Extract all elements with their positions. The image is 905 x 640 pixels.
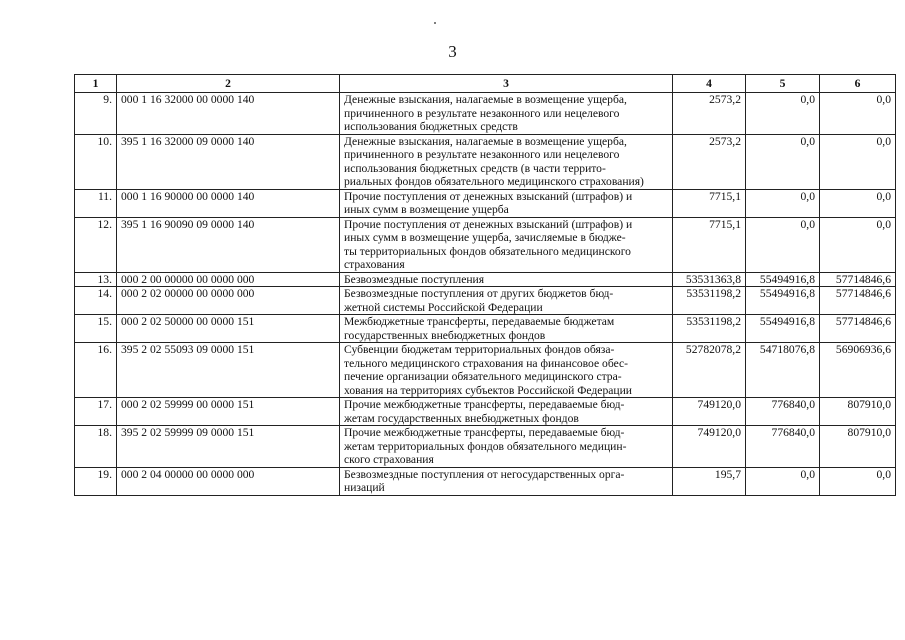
budget-code-cell: 000 1 16 90000 00 0000 140 — [117, 189, 340, 217]
description-line: печение организации обязательного медицинского стра- — [344, 370, 622, 383]
value-col5-cell: 0,0 — [746, 189, 820, 217]
budget-code-cell: 000 2 02 50000 00 0000 151 — [117, 315, 340, 343]
value-col4-cell: 53531198,2 — [673, 287, 746, 315]
value-col6-cell: 57714846,6 — [820, 272, 896, 287]
value-col5-cell: 0,0 — [746, 217, 820, 272]
budget-table — [74, 74, 896, 496]
value-col4-cell: 749120,0 — [673, 426, 746, 468]
description-line: использования бюджетных средств (в части террито- — [344, 161, 606, 175]
description-cell — [340, 287, 673, 315]
column-header: 3 — [340, 75, 673, 93]
row-number-cell: 13. — [75, 272, 117, 287]
value-col6-cell: 57714846,6 — [820, 287, 896, 315]
description-cell — [340, 272, 673, 287]
description-cell — [340, 93, 673, 135]
description-line: Прочие межбюджетные трансферты, передаваемые бюд- — [344, 398, 625, 411]
description-line: жетам государственных внебюджетных фондов — [344, 411, 579, 425]
table-header-row — [75, 75, 896, 93]
description-line: ского страхования — [344, 453, 434, 466]
column-header: 1 — [75, 75, 117, 93]
value-col4-cell: 53531363,8 — [673, 272, 746, 287]
value-col6-cell: 57714846,6 — [820, 315, 896, 343]
value-col5-cell: 776840,0 — [746, 426, 820, 468]
value-col4-cell: 52782078,2 — [673, 343, 746, 398]
table-row — [75, 398, 896, 426]
column-header: 5 — [746, 75, 820, 93]
value-col6-cell: 807910,0 — [820, 426, 896, 468]
value-col6-cell: 0,0 — [820, 217, 896, 272]
budget-code-cell: 000 2 02 00000 00 0000 000 — [117, 287, 340, 315]
budget-code-cell: 000 2 02 59999 00 0000 151 — [117, 398, 340, 426]
row-number-cell: 17. — [75, 398, 117, 426]
row-number-cell: 9. — [75, 93, 117, 135]
table-row — [75, 467, 896, 495]
value-col4-cell: 749120,0 — [673, 398, 746, 426]
budget-code-cell: 000 1 16 32000 00 0000 140 — [117, 93, 340, 135]
description-line: государственных внебюджетных фондов — [344, 328, 546, 342]
budget-code-cell: 000 2 00 00000 00 0000 000 — [117, 272, 340, 287]
description-line: Прочие межбюджетные трансферты, передаваемые бюд- — [344, 426, 625, 439]
value-col4-cell: 195,7 — [673, 467, 746, 495]
table-row — [75, 272, 896, 287]
description-line: Денежные взыскания, налагаемые в возмещение ущерба, — [344, 93, 627, 106]
description-cell — [340, 343, 673, 398]
value-col6-cell: 0,0 — [820, 467, 896, 495]
column-header: 4 — [673, 75, 746, 93]
value-col6-cell: 0,0 — [820, 134, 896, 189]
row-number-cell: 12. — [75, 217, 117, 272]
scan-speck — [434, 22, 436, 24]
description-cell — [340, 467, 673, 495]
value-col4-cell: 53531198,2 — [673, 315, 746, 343]
budget-code-cell: 395 1 16 90090 09 0000 140 — [117, 217, 340, 272]
budget-code-cell: 000 2 04 00000 00 0000 000 — [117, 467, 340, 495]
value-col5-cell: 55494916,8 — [746, 287, 820, 315]
value-col6-cell: 807910,0 — [820, 398, 896, 426]
value-col4-cell: 7715,1 — [673, 217, 746, 272]
description-line: использования бюджетных средств — [344, 120, 518, 133]
budget-code-cell: 395 1 16 32000 09 0000 140 — [117, 134, 340, 189]
description-line: тельного медицинского страхования на финансовое обес- — [344, 356, 629, 370]
description-cell — [340, 426, 673, 468]
value-col6-cell: 56906936,6 — [820, 343, 896, 398]
value-col5-cell: 55494916,8 — [746, 315, 820, 343]
description-cell — [340, 217, 673, 272]
value-col5-cell: 54718076,8 — [746, 343, 820, 398]
row-number-cell: 11. — [75, 189, 117, 217]
description-line: хования на территориях субъектов Российской Федерации — [344, 383, 632, 397]
value-col5-cell: 55494916,8 — [746, 272, 820, 287]
description-line: жетам территориальных фондов обязательного медицин- — [344, 439, 627, 453]
value-col5-cell: 0,0 — [746, 134, 820, 189]
budget-code-cell: 395 2 02 55093 09 0000 151 — [117, 343, 340, 398]
value-col4-cell: 2573,2 — [673, 134, 746, 189]
row-number-cell: 19. — [75, 467, 117, 495]
description-line: иных сумм в возмещение ущерба — [344, 203, 509, 216]
description-cell — [340, 398, 673, 426]
table-row — [75, 93, 896, 135]
description-cell — [340, 134, 673, 189]
table-row — [75, 343, 896, 398]
description-line: риальных фондов обязательного медицинского страхования) — [344, 175, 644, 188]
budget-code-cell: 395 2 02 59999 09 0000 151 — [117, 426, 340, 468]
table-row — [75, 315, 896, 343]
value-col4-cell: 2573,2 — [673, 93, 746, 135]
value-col6-cell: 0,0 — [820, 189, 896, 217]
description-line: причиненного в результате незаконного или нецелевого — [344, 106, 620, 120]
value-col4-cell: 7715,1 — [673, 189, 746, 217]
value-col5-cell: 0,0 — [746, 467, 820, 495]
table-body — [75, 93, 896, 496]
description-line: страхования — [344, 258, 405, 271]
row-number-cell: 18. — [75, 426, 117, 468]
description-line: Прочие поступления от денежных взысканий (штрафов) и — [344, 189, 633, 203]
description-line: Межбюджетные трансферты, передаваемые бюджетам — [344, 315, 615, 328]
description-line: Денежные взыскания, налагаемые в возмещение ущерба, — [344, 134, 627, 148]
description-line: Безвозмездные поступления от негосударственных орга- — [344, 467, 625, 481]
column-header: 2 — [117, 75, 340, 93]
description-line: ты территориальных фондов обязательного медицинского — [344, 244, 631, 258]
description-line: Субвенции бюджетам территориальных фондов обяза- — [344, 343, 615, 356]
description-line: жетной системы Российской Федерации — [344, 300, 543, 314]
description-line: Прочие поступления от денежных взысканий (штрафов) и — [344, 217, 633, 231]
table-row — [75, 189, 896, 217]
row-number-cell: 10. — [75, 134, 117, 189]
description-line: иных сумм в возмещение ущерба, зачисляемые в бюдже- — [344, 231, 626, 244]
value-col5-cell: 776840,0 — [746, 398, 820, 426]
row-number-cell: 15. — [75, 315, 117, 343]
description-line: низаций — [344, 481, 385, 494]
table-row — [75, 287, 896, 315]
description-cell — [340, 315, 673, 343]
description-line: Безвозмездные поступления — [344, 272, 485, 286]
description-cell — [340, 189, 673, 217]
description-line: Безвозмездные поступления от других бюджетов бюд- — [344, 287, 614, 300]
table-row — [75, 217, 896, 272]
description-line: причиненного в результате незаконного или нецелевого — [344, 148, 620, 161]
row-number-cell: 16. — [75, 343, 117, 398]
value-col6-cell: 0,0 — [820, 93, 896, 135]
row-number-cell: 14. — [75, 287, 117, 315]
table-row — [75, 134, 896, 189]
column-header: 6 — [820, 75, 896, 93]
value-col5-cell: 0,0 — [746, 93, 820, 135]
page-number: 3 — [448, 42, 457, 61]
table-row — [75, 426, 896, 468]
